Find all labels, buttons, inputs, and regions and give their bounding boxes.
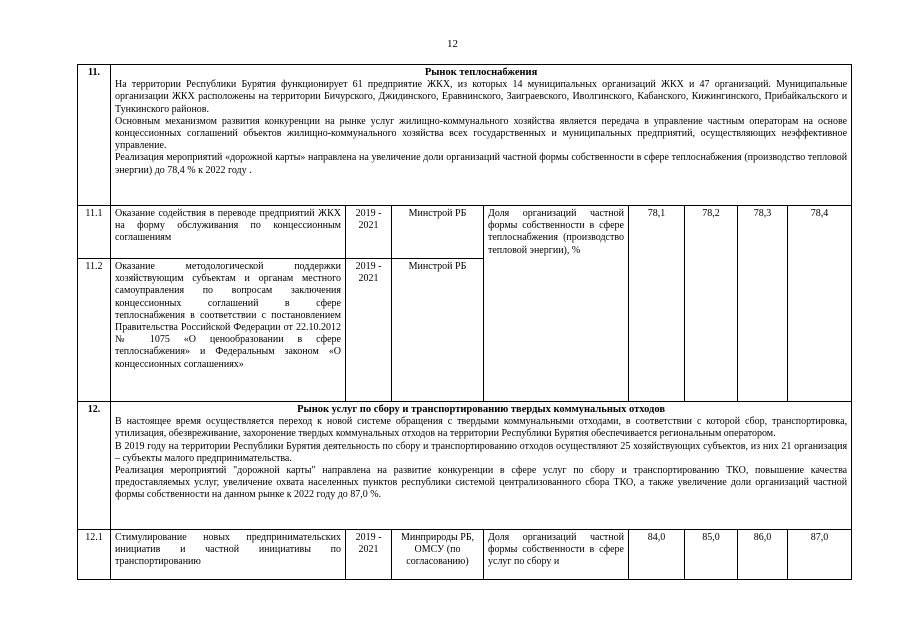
measure-cell: Стимулирование новых предпринимательских инициатив и частной инициативы по транспортированию: [111, 530, 346, 580]
roadmap-table: [77, 64, 852, 580]
section-header-row: [78, 402, 852, 530]
executor-cell: Минстрой РБ: [392, 259, 484, 402]
section-paragraph: В настоящее время осуществляется переход к новой системе обращения с твердыми коммунальными отходами, в соответствии с которой сбор, транспортировка, утилизация, обезвреживание, захоронение твердых коммунальных отходов на территории Республики Бурятия обеспечивается региональным оператором.: [115, 416, 848, 440]
value-cell: 78,4: [788, 206, 852, 402]
indicator-cell: Доля организаций частной формы собственности в сфере теплоснабжения (производство тепловой энергии), %: [484, 206, 629, 402]
period-cell: 2019 - 2021: [346, 530, 392, 580]
period-cell: 2019 - 2021: [346, 259, 392, 402]
value-cell: 85,0: [685, 530, 738, 580]
section-description: [111, 65, 852, 206]
section-paragraph: В 2019 году на территории Республики Бурятия деятельность по сбору и транспортированию отходов осуществляют 25 хозяйствующих субъектов, из них 21 организация – субъекты малого предпринимательства.: [115, 440, 848, 464]
measure-cell: Оказание методологической поддержки хозяйствующим субъектам и органам местного самоуправления по вопросам заключения концессионных соглашений в сфере теплоснабжения в соответствии с постановлением Правительства Российской Федерации от 22.10.2012 № 1075 «О ценообразовании в сфере теплоснабжения» и Федеральным законом «О концессионных соглашениях»: [111, 259, 346, 402]
section-number: 11.: [78, 65, 111, 206]
executor-cell: Минстрой РБ: [392, 206, 484, 259]
table-row: [78, 530, 852, 580]
value-cell: 86,0: [738, 530, 788, 580]
value-cell: 78,2: [685, 206, 738, 402]
row-number: 12.1: [78, 530, 111, 580]
row-number: 11.2: [78, 259, 111, 402]
section-paragraph: Реализация мероприятий "дорожной карты" направлена на развитие конкуренции в сфере услуг по сбору и транспортированию ТКО, повышение качества предоставляемых услуг, увеличение охвата населенных пунктов республики системой централизованного сбора ТКО, а также увеличение доли организаций частной формы собственности на данном рынке к 2022 году до 87,0 %.: [115, 465, 848, 501]
page-number: 12: [447, 38, 458, 50]
section-number: 12.: [78, 402, 111, 530]
section-description: [111, 402, 852, 530]
section-header-row: [78, 65, 852, 206]
section-title: Рынок услуг по сбору и транспортированию твердых коммунальных отходов: [297, 404, 665, 415]
row-number: 11.1: [78, 206, 111, 259]
section-title: Рынок теплоснабжения: [424, 67, 538, 78]
value-cell: 78,1: [629, 206, 685, 402]
executor-cell: Минприроды РБ, ОМСУ (по согласованию): [392, 530, 484, 580]
section-paragraph: Основным механизмом развития конкуренции на рынке услуг жилищно-коммунального хозяйства является передача в управление частным операторам на основе концессионных соглашений объектов жилищно-коммунального хозяйства всех государственных и муниципальных предприятий, осуществляющих неэффективное управление.: [115, 115, 848, 152]
section-paragraph: Реализация мероприятий «дорожной карты» направлена на увеличение доли организаций частной формы собственности в сфере теплоснабжения (производство тепловой энергии) до 78,4 % к 2022 году .: [115, 152, 848, 176]
indicator-cell: Доля организаций частной формы собственности в сфере услуг по сбору и: [484, 530, 629, 580]
value-cell: 84,0: [629, 530, 685, 580]
value-cell: 78,3: [738, 206, 788, 402]
period-cell: 2019 - 2021: [346, 206, 392, 259]
table-row: [78, 206, 852, 259]
measure-cell: Оказание содействия в переводе предприятий ЖКХ на форму обслуживания по концессионным соглашениям: [111, 206, 346, 259]
value-cell: 87,0: [788, 530, 852, 580]
section-paragraph: На территории Республики Бурятия функционирует 61 предприятие ЖКХ, из которых 14 муниципальных организаций ЖКХ и 47 организаций. Муниципальные организации ЖКХ расположены на территории Бичурского, Джидинского, Еравнинского, Заиграевского, Иволгинского, Кабанского, Кижингинского, Прибайкальского и Тункинского районов.: [115, 79, 848, 115]
